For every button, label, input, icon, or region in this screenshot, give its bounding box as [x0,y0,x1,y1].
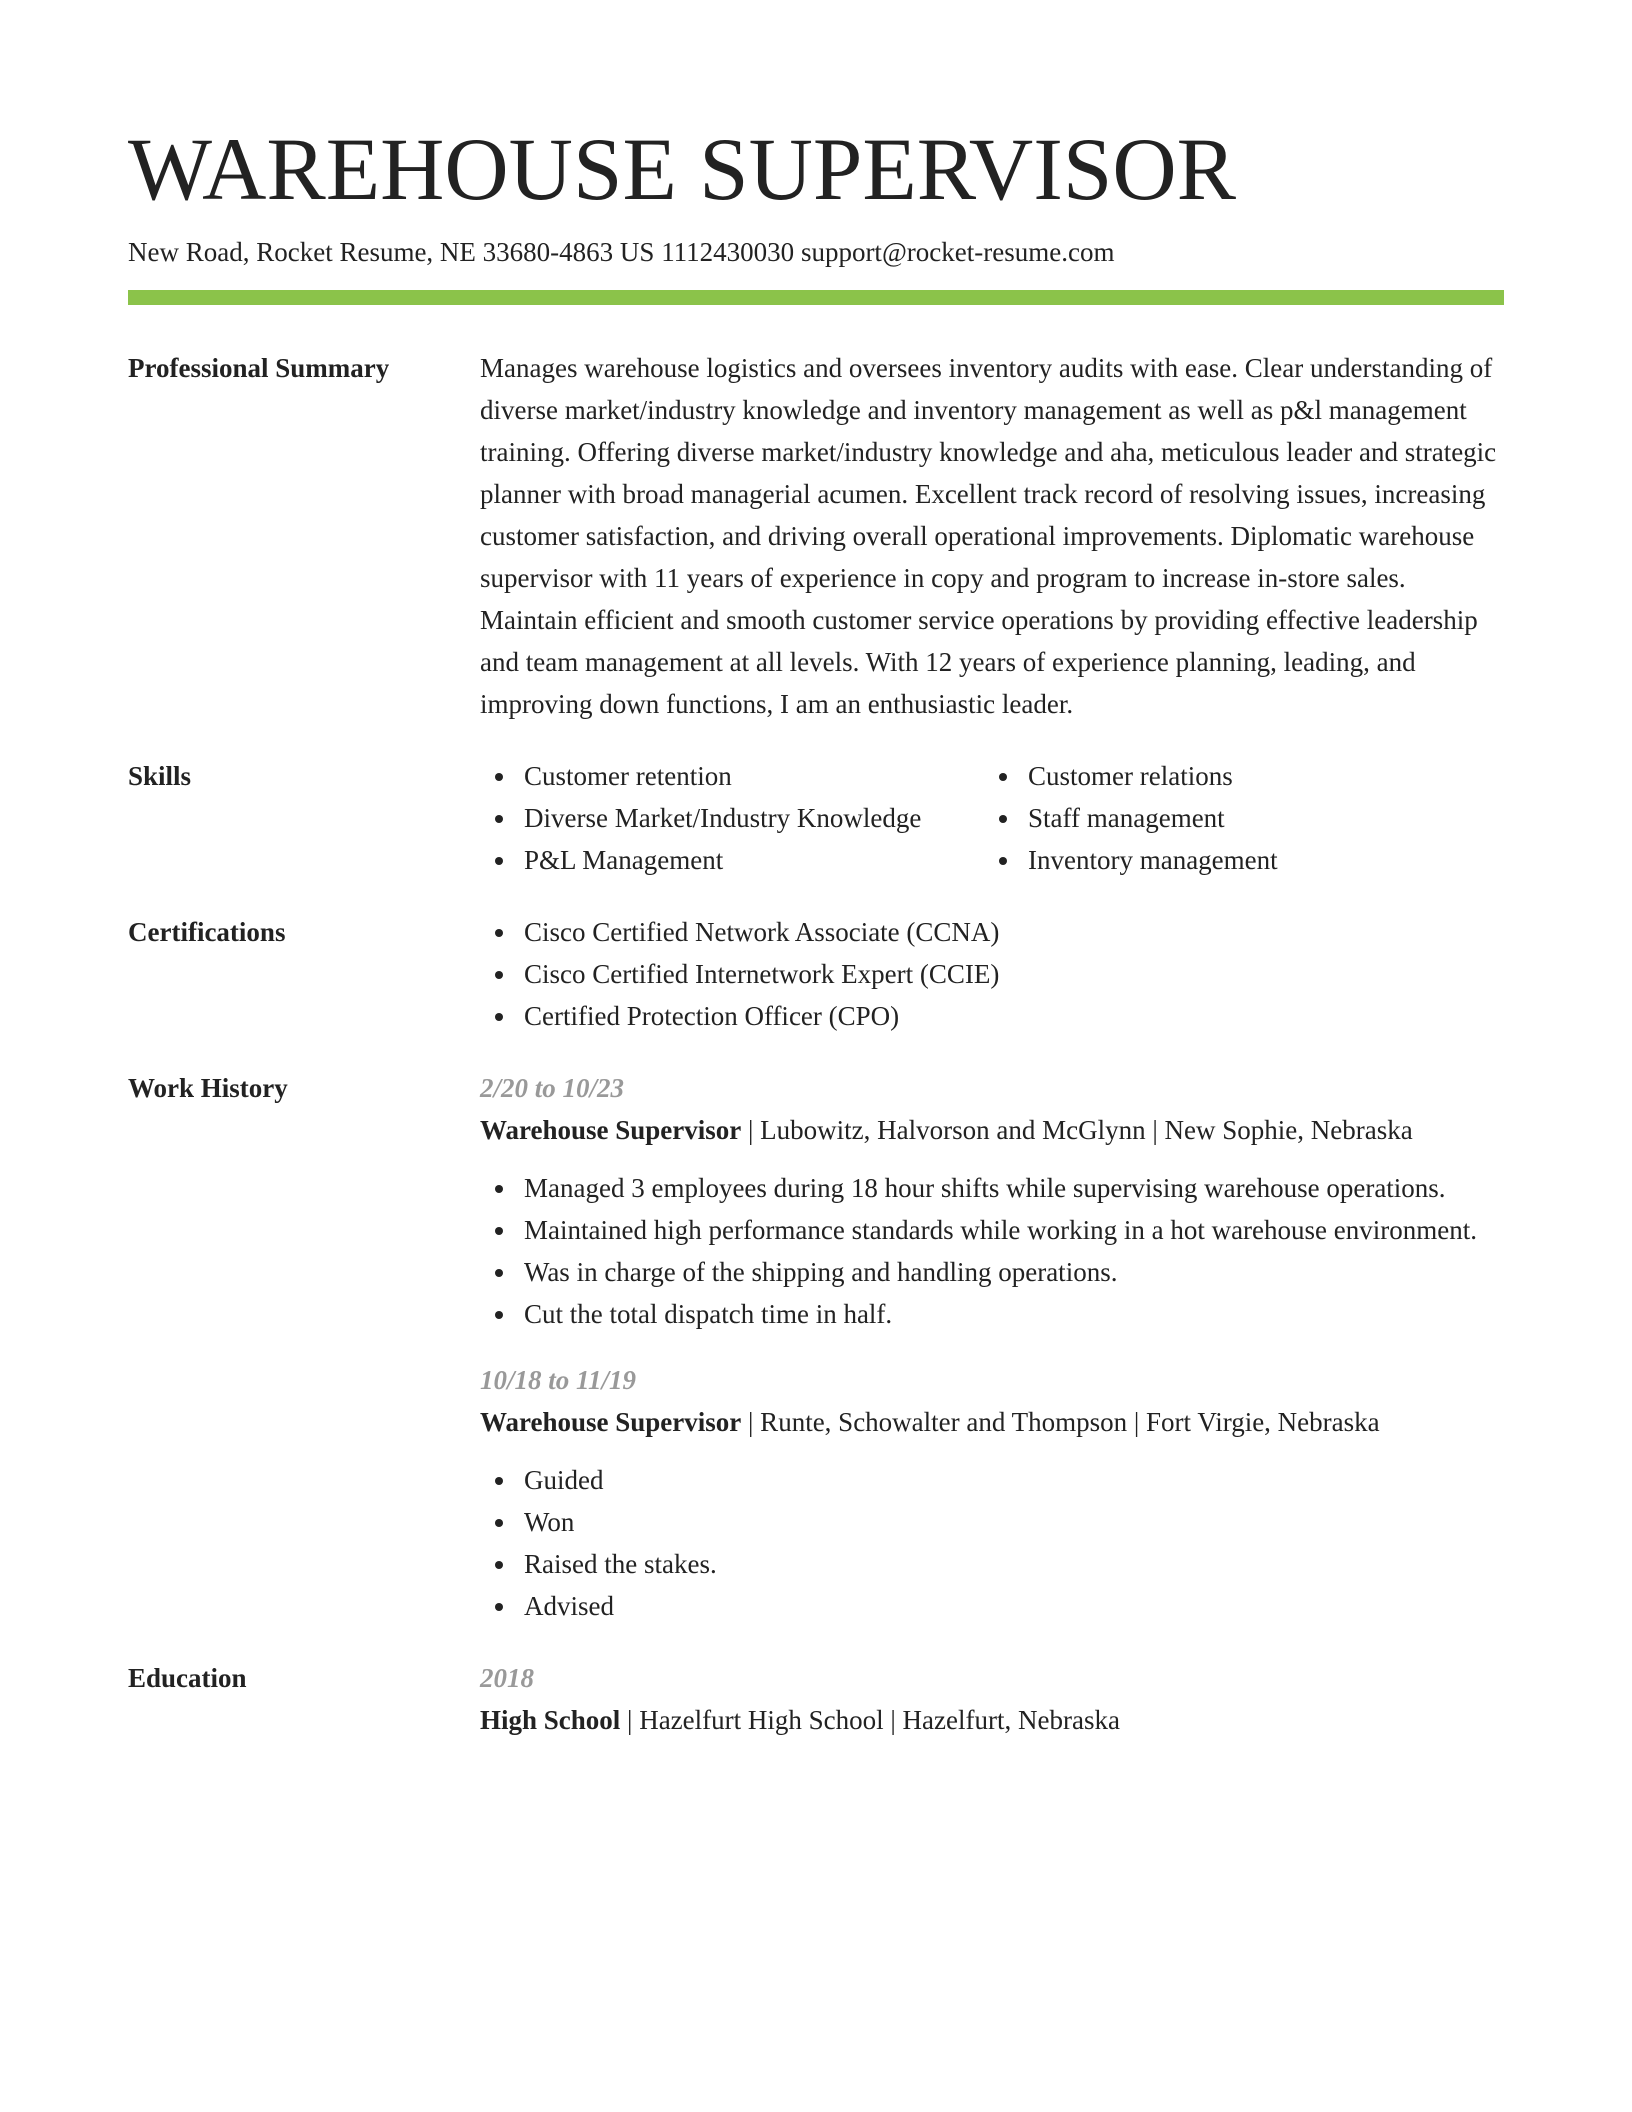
work-history-section [128,1071,1504,1627]
skills-section [128,759,1504,881]
list-item: Certified Protection Officer (CPO) [480,995,1504,1037]
list-item: Guided [480,1459,1504,1501]
page-title: WAREHOUSE SUPERVISOR [128,121,1236,219]
list-item: Customer retention [480,755,984,797]
contact-line [128,234,1504,270]
list-item: Won [480,1501,1504,1543]
job-details: | Runte, Schowalter and Thompson | Fort Virgie, Nebraska [741,1407,1380,1437]
list-item: Maintained high performance standards while working in a hot warehouse environment. [480,1209,1504,1251]
contact-email: support@rocket-resume.com [800,237,1115,267]
list-item: Managed 3 employees during 18 hour shifts while supervising warehouse operations. [480,1167,1504,1209]
summary-section [128,351,1504,725]
list-item: Cisco Certified Internetwork Expert (CCIE) [480,953,1504,995]
education-degree: High School [480,1705,621,1735]
education-heading: Education [128,1663,247,1693]
summary-heading: Professional Summary [128,353,390,383]
education-date: 2018 [480,1663,534,1693]
accent-divider [128,290,1504,305]
list-item: Advised [480,1585,1504,1627]
list-item: Staff management [984,797,1484,839]
job-details: | Lubowitz, Halvorson and McGlynn | New Sophie, Nebraska [741,1115,1413,1145]
job-dates: 2/20 to 10/23 [480,1073,625,1103]
job-title-line [480,1109,1504,1151]
skills-heading: Skills [128,761,192,791]
list-item: Raised the stakes. [480,1543,1504,1585]
resume-page [128,118,1504,1741]
education-details: | Hazelfurt High School | Hazelfurt, Nebraska [620,1705,1120,1735]
job-role: Warehouse Supervisor [480,1115,742,1145]
work-history-heading: Work History [128,1073,288,1103]
certifications-list [480,911,1504,1037]
list-item: Inventory management [984,839,1484,881]
list-item: Cisco Certified Network Associate (CCNA) [480,911,1504,953]
job-bullets [480,1459,1504,1627]
certifications-section [128,915,1504,1037]
list-item: Diverse Market/Industry Knowledge [480,797,984,839]
job-entry [480,1359,1504,1627]
list-item: Customer relations [984,755,1484,797]
list-item: Was in charge of the shipping and handling operations. [480,1251,1504,1293]
contact-address: New Road, Rocket Resume, NE 33680-4863 US [128,237,655,267]
list-item: Cut the total dispatch time in half. [480,1293,1504,1335]
job-bullets [480,1167,1504,1335]
skills-list-right [984,755,1484,881]
summary-text: Manages warehouse logistics and oversees inventory audits with ease. Clear understanding of diverse market/industry knowledge and inventory management as well as p&l management training. Offering diverse market/industry knowledge and aha, meticulous leader and strategic planner with broad managerial acumen. Excellent track record of resolving issues, increasing customer satisfaction, and driving overall operational improvements. Diplomatic warehouse supervisor with 11 years of experience in copy and program to increase in-store sales. Maintain efficient and smooth customer service operations by providing effective leadership and team management at all levels. With 12 years of experience planning, leading, and improving down functions, I am an enthusiastic leader. [480,353,1497,719]
certifications-heading: Certifications [128,917,286,947]
contact-phone: 1112430030 [661,237,795,267]
education-section [128,1661,1504,1741]
skills-list-left [480,755,984,881]
list-item: P&L Management [480,839,984,881]
education-line [480,1699,1504,1741]
job-dates: 10/18 to 11/19 [480,1365,637,1395]
job-entry [480,1067,1504,1335]
job-title-line [480,1401,1504,1443]
job-role: Warehouse Supervisor [480,1407,742,1437]
